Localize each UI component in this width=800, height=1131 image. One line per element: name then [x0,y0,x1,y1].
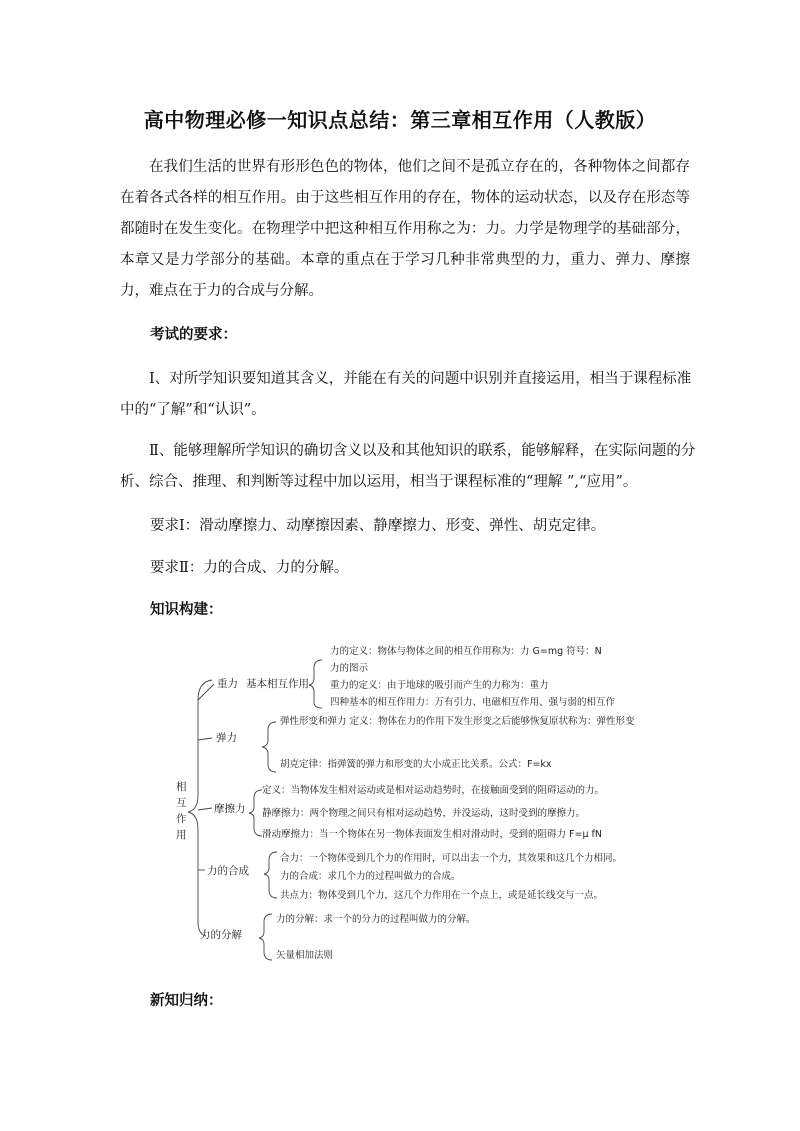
friction-item-3: 滑动摩擦力：当一个物体在另一物体表面发生相对滑动时，受到的阻碍力 F=μ fN [262,829,602,840]
exam-heading: 考试的要求： [150,326,237,343]
composition-item-1: 合力：一个物体受到几个力的作用时，可以出去一个力，其效果和这几个力相同。 [280,853,623,864]
connector-friction [198,808,212,810]
connector-gravity [198,684,214,700]
elastic-item-1: 弹性形变和弹力 定义：物体在力的作用下发生形变之后能够恢复原状称为：弹性形变 [280,716,635,727]
tree-root-char-2: 互 [176,797,187,809]
friction-brace [249,790,262,836]
requirement-2: Ⅱ、能够理解所学知识的确切含义以及和其他知识的联系，能够解释，在实际问题的分析、综合、推理、和判断等过程中加以运用，相当于课程标准的“理解 ”,“应用”。 [120,443,696,490]
requirement-list-2: 要求Ⅱ：力的合成、力的分解。 [150,560,349,576]
decomposition-brace [259,914,272,960]
category-composition: 力的合成 [207,865,249,877]
main-brace [188,680,212,936]
composition-item-3: 共点力：物体受到几个力，这几个力作用在一个点上，或是延长线交与一点。 [280,890,604,901]
decomposition-item-1: 力的分解：求一个的分力的过程叫做力的分解。 [276,914,476,925]
tree-root-char-1: 相 [176,781,187,793]
elastic-brace [262,722,276,772]
category-elastic: 弹力 [216,732,237,744]
knowledge-heading: 知识构建： [150,601,223,618]
category-gravity: 重力 [217,678,238,690]
page-title: 高中物理必修一知识点总结：第三章相互作用（人教版） [143,108,657,132]
composition-item-2: 力的合成：求几个力的过程叫做力的合成。 [280,871,461,882]
elastic-item-2: 胡克定律：指弹簧的弹力和形变的大小成正比关系。公式：F=kx [280,759,552,770]
summary-heading: 新知归纳： [150,992,223,1009]
gravity-item-4: 四种基本的相互作用力：万有引力、电磁相互作用、强与弱的相互作 [330,697,616,708]
tree-root-char-3: 作 [176,813,187,825]
gravity-item-1: 力的定义：物体与物体之间的相互作用称为：力 G=mg 符号：N [330,646,602,657]
requirement-list-1: 要求Ⅰ：滑动摩擦力、动摩擦因素、静摩擦力、形变、弹性、胡克定律。 [150,518,606,534]
category-decomposition: 力的分解 [200,929,242,941]
requirement-1: Ⅰ、对所学知识要知道其含义，并能在有关的问题中识别并直接运用，相当于课程标准中的“了解”和“认识”。 [120,371,692,418]
category-friction: 摩擦力 [214,803,246,815]
category-gravity-sub: 基本相互作用 [246,678,309,690]
intro-paragraph: 在我们生活的世界有形形色色的物体，他们之间不是孤立存在的，各种物体之间都存在着各式各样的相互作用。由于这些相互作用的存在，物体的运动状态，以及存在形态等都随时在发生变化。在物理学中把这种相互作用称之为：力。力学是物理学的基础部分，本章又是力学部分的基础。本章的重点在于学习几种非常典型的力，重力、弹力、摩擦力，难点在于力的合成与分解。 [120,159,690,299]
friction-item-2: 静摩擦力：两个物理之间只有相对运动趋势，并没运动，这时受到的摩擦力。 [262,808,586,819]
gravity-item-3: 重力的定义：由于地球的吸引而产生的力称为：重力 [330,680,549,691]
gravity-item-2: 力的图示 [330,663,369,674]
connector-elastic [198,738,212,740]
tree-root-char-4: 用 [176,829,187,841]
composition-brace [264,852,277,898]
friction-item-1: 定义：当物体发生相对运动或是相对运动趋势时，在接触面受到的阻碍运动的力。 [262,785,605,796]
decomposition-item-2: 矢量相加法则 [276,950,334,961]
gravity-brace [309,660,322,708]
